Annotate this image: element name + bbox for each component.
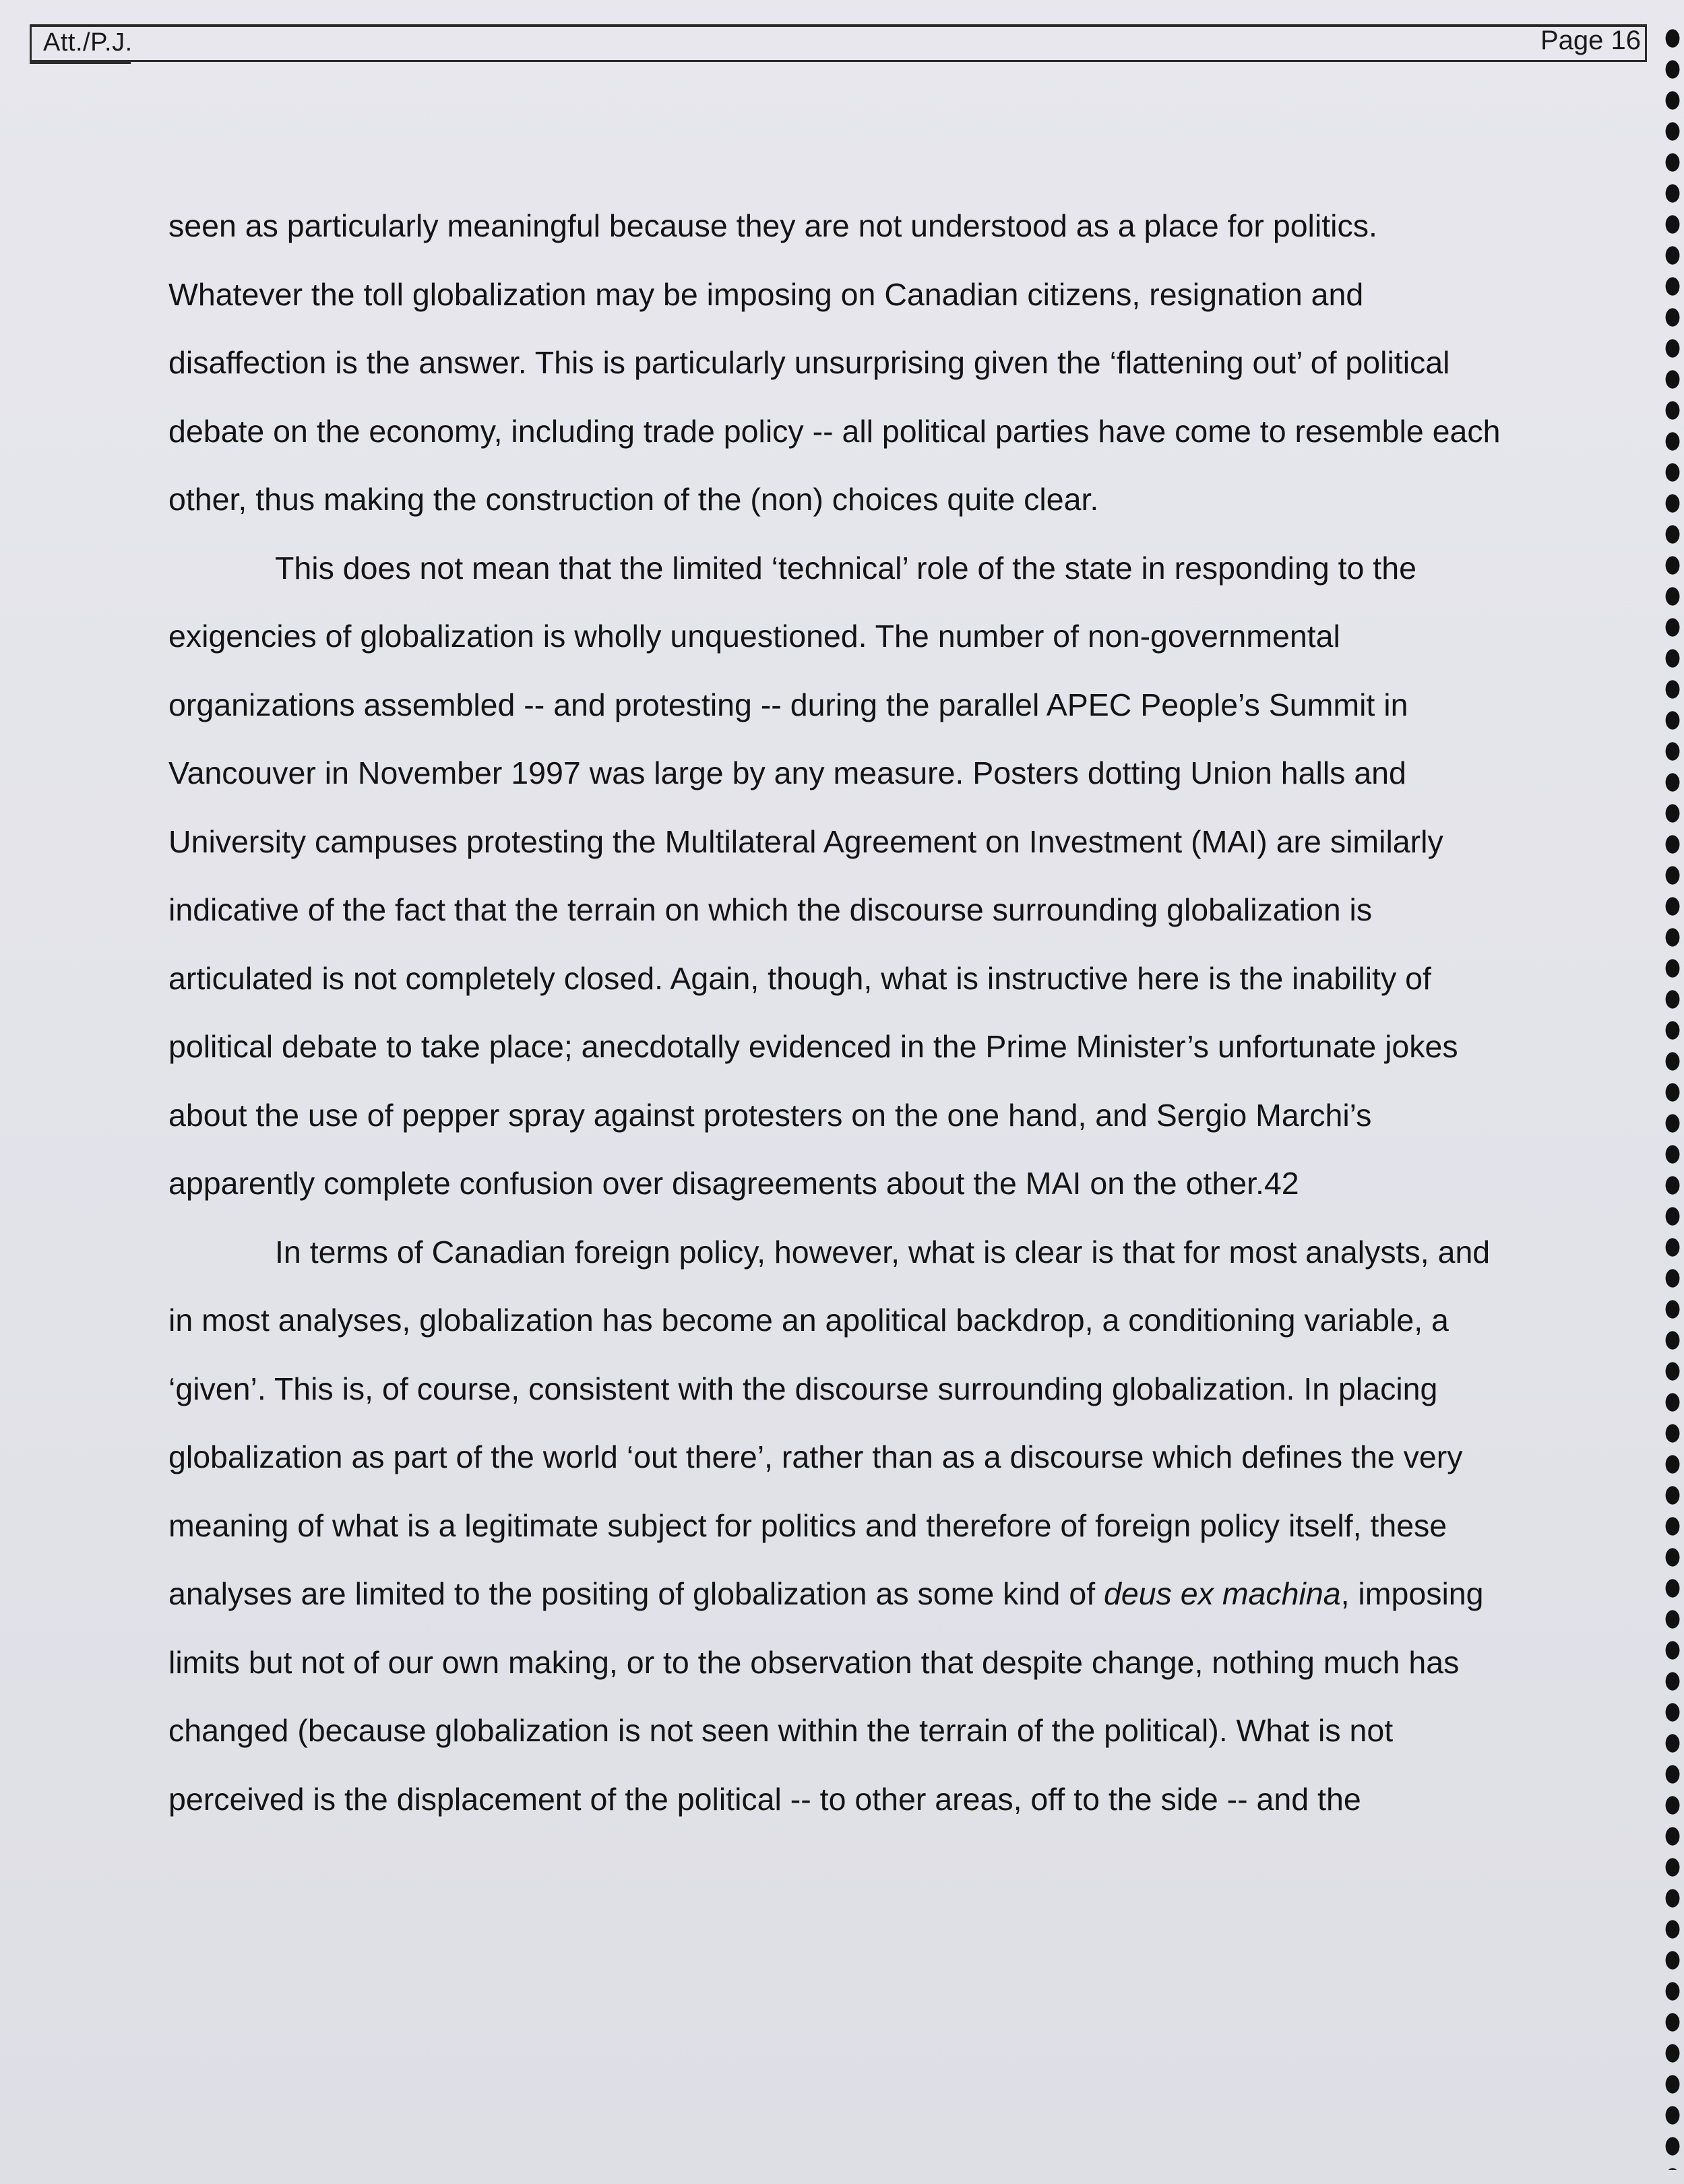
page-header-frame — [30, 24, 1647, 62]
paragraph-2: This does not mean that the limited ‘technical’ role of the state in responding to the exigencies of globalization is wholly unquestioned. The number of non-governmental organizations assembled -- and protesting -- during the parallel APEC People’s Summit in Vancouver in November 1997 was large by any measure. Posters dotting Union halls and University campuses protesting the Multilateral Agreement on Investment (MAI) are similarly indicative of the fact that the terrain on which the discourse surrounding globalization is articulated is not completely closed. Again, though, what is instructive here is the inability of political debate to take place; anecdotally evidenced in the Prime Minister’s unfortunate jokes about the use of pepper spray against protesters on the one hand, and Sergio Marchi’s apparently complete confusion over disagreements about the MAI on the other.42 — [168, 550, 1458, 1201]
body-text — [168, 192, 1516, 1834]
page-number: Page 16 — [1540, 26, 1641, 55]
paragraph-3-text-a: In terms of Canadian foreign policy, however, what is clear is that for most analysts, and in most analyses, globalization has become an apolitical backdrop, a conditioning variable, a ‘given’. This is, of course, consistent with the discourse surrounding globalization. In placing globalization as part of the world ‘out there’, rather than as a discourse which defines the very meaning of what is a legitimate subject for politics and therefore of foreign policy itself, these analyses are limited to the positing of globalization as some kind of — [168, 1234, 1491, 1611]
attachment-label: Att./P.J. — [43, 28, 133, 57]
paragraph-3 — [168, 1218, 1516, 1834]
spiral-binding-holes — [1661, 27, 1684, 2170]
paragraph-1: seen as particularly meaningful because they are not understood as a place for politics. Whatever the toll globalization may be imposing on Canadian citizens, resignation and disaffection is the answer. This is particularly unsurprising given the ‘flattening out’ of political debate on the economy, including trade policy -- all political parties have come to resemble each other, thus making the construction of the (non) choices quite clear. — [168, 208, 1501, 517]
paragraph-3-italic-phrase: deus ex machina — [1104, 1576, 1341, 1611]
paragraph-3-text-b: , imposing limits but not of our own making, or to the observation that despite change, nothing much has changed (because globalization is not seen within the terrain of the political). What is not perceived is the displacement of the political -- to other areas, off to the side -- and the — [168, 1576, 1484, 1817]
header-divider — [30, 62, 131, 64]
